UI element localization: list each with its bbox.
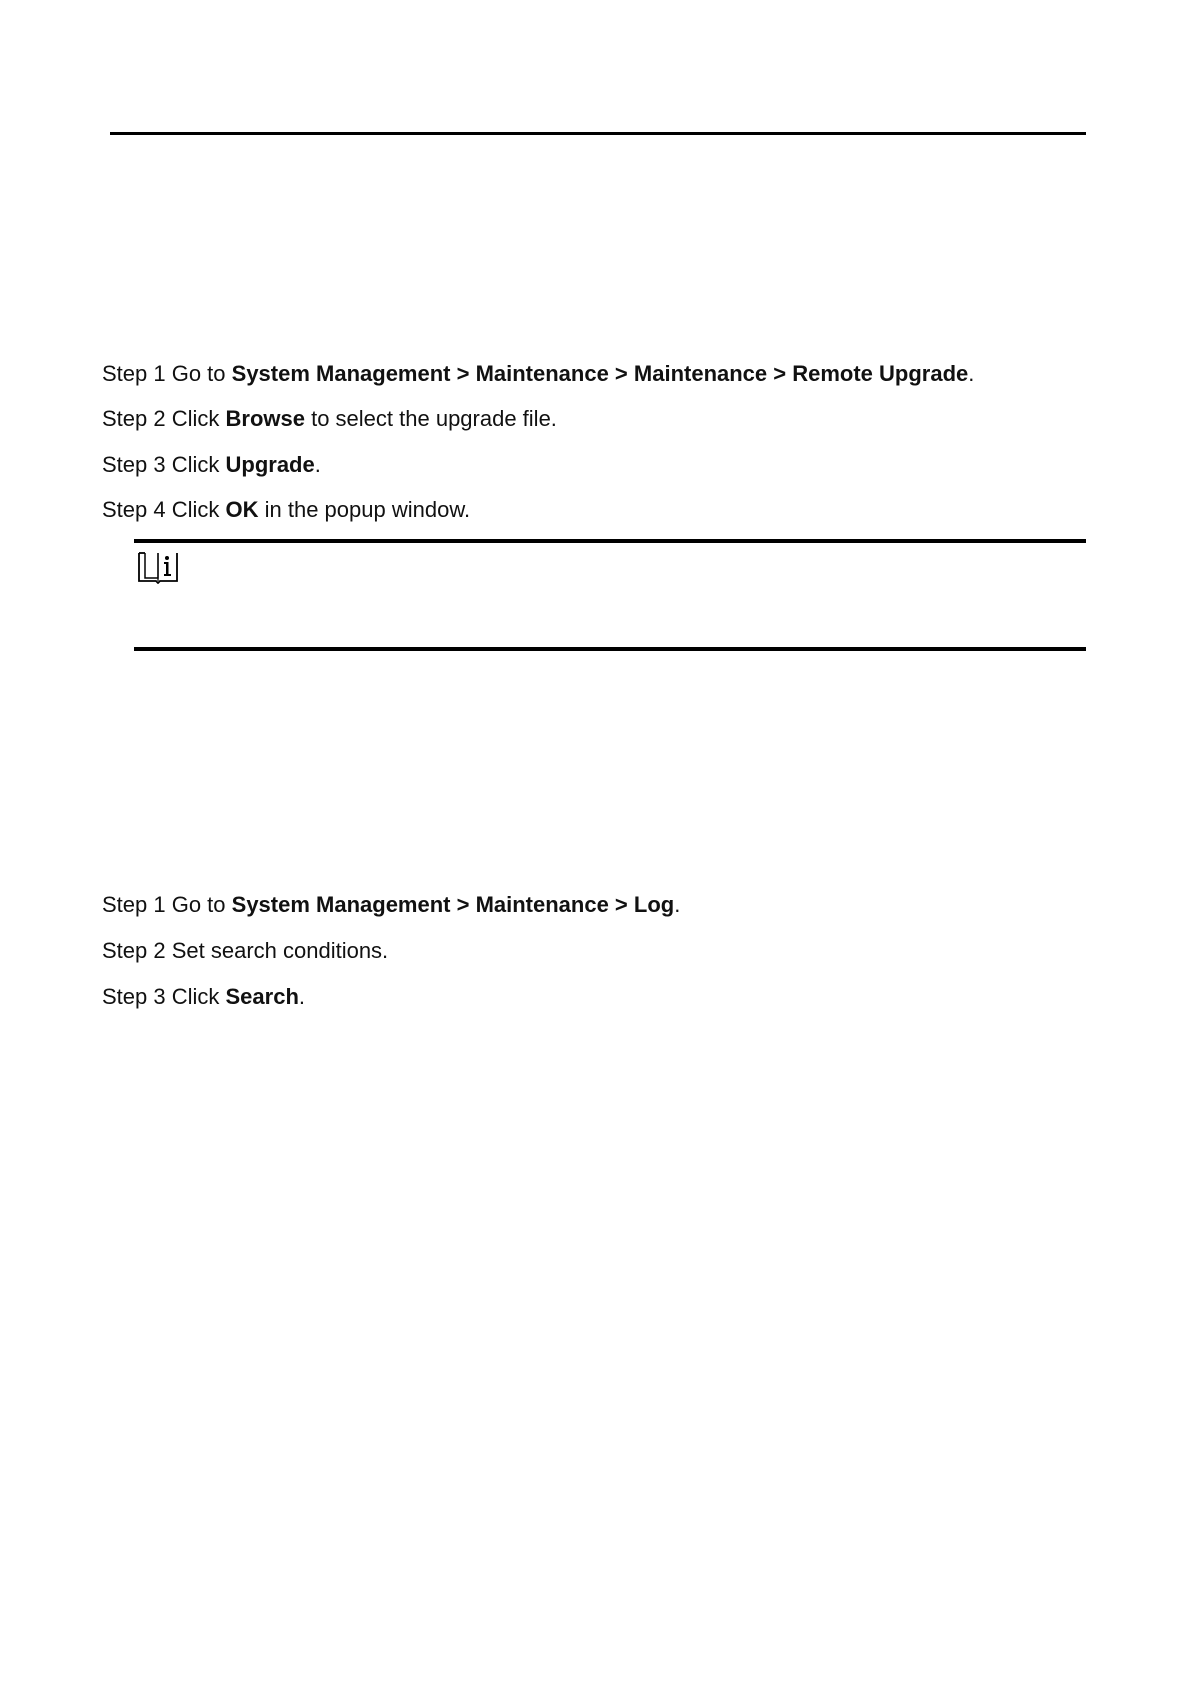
button-reference: OK [225,497,259,522]
upgrade-step-3 [102,451,321,479]
button-reference: Upgrade [225,452,315,477]
header-rule [110,132,1086,135]
note-bottom-rule [134,647,1086,651]
upgrade-step-1 [102,360,974,388]
upgrade-step-4 [102,496,470,524]
step-text: Step 2 Click [102,406,226,431]
step-text: to select the upgrade file. [304,406,557,431]
menu-path: System Management > Maintenance > Maintenance > Remote Upgrade [231,361,969,386]
step-text: . [674,892,681,917]
info-book-icon [137,550,179,584]
note-top-rule [134,539,1086,543]
step-text: in the popup window. [258,497,471,522]
button-reference: Search [225,984,299,1009]
step-text: Step 1 Go to [102,892,232,917]
log-step-1 [102,891,680,919]
step-text: Step 3 Click [102,984,226,1009]
step-text: Step 3 Click [102,452,226,477]
step-text: Step 2 Set search conditions. [102,938,389,963]
menu-path: System Management > Maintenance > Log [231,892,675,917]
step-text: . [298,984,306,1009]
step-text: . [968,361,975,386]
step-text: . [314,452,321,477]
log-step-3 [102,983,305,1011]
log-step-2 [102,937,388,965]
upgrade-step-2 [102,405,557,433]
step-text: Step 4 Click [102,497,226,522]
button-reference: Browse [225,406,305,431]
step-text: Step 1 Go to [102,361,232,386]
